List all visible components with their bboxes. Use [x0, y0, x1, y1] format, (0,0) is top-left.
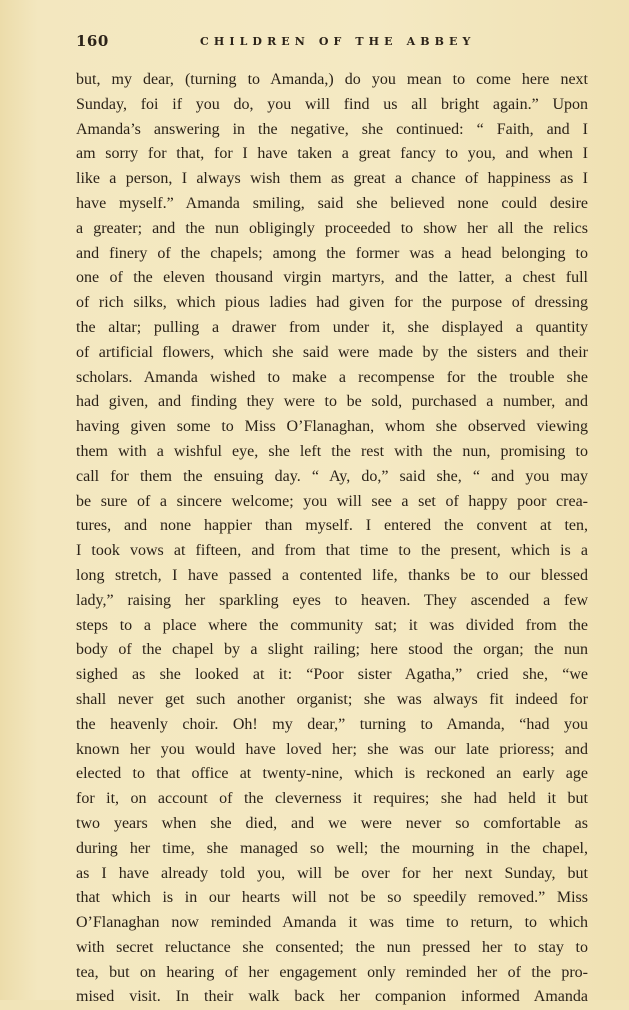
text-line: a greater; and the nun obligingly proceeded to show her all the relics [76, 219, 588, 237]
text-line: call for them the ensuing day. “ Ay, do,” said she, “ and you may [76, 467, 588, 485]
text-line: the altar; pulling a drawer from under it, she displayed a quantity [76, 318, 588, 336]
text-line: had given, and finding they were to be sold, purchased a number, and [76, 393, 588, 411]
text-line: one of the eleven thousand virgin martyrs, and the latter, a chest full [76, 269, 588, 287]
page-number: 160 [76, 32, 109, 50]
text-line: during her time, she managed so well; the mourning in the chapel, [76, 839, 588, 857]
text-line: as I have already told you, will be over for her next Sunday, but [76, 864, 588, 882]
text-line: body of the chapel by a slight railing; here stood the organ; the nun [76, 641, 588, 659]
text-line: but, my dear, (turning to Amanda,) do you mean to come here next [76, 71, 588, 88]
text-line: of artificial flowers, which she said were made by the sisters and their [76, 343, 588, 361]
text-line: shall never get such another organist; she was always fit indeed for [76, 690, 588, 708]
text-line: mised visit. In their walk back her companion informed Amanda [76, 988, 588, 1006]
text-line: am sorry for that, for I have taken a great fancy to you, and when I [76, 145, 588, 163]
text-line: have myself.” Amanda smiling, said she believed none could desire [76, 194, 588, 212]
text-line: scholars. Amanda wished to make a recompense for the trouble she [76, 368, 588, 386]
text-line: the heavenly choir. Oh! my dear,” turning to Amanda, “had you [76, 715, 588, 733]
text-line: with secret reluctance she consented; the nun pressed her to stay to [76, 938, 588, 956]
text-line: elected to that office at twenty-nine, which is reckoned an early age [76, 765, 588, 783]
body-text [76, 68, 588, 1010]
text-line: Amanda’s answering in the negative, she continued: “ Faith, and I [76, 120, 588, 138]
text-line: O’Flanaghan now reminded Amanda it was time to return, to which [76, 914, 588, 932]
text-line: long stretch, I have passed a contented life, thanks be to our blessed [76, 566, 588, 584]
text-line: tea, but on hearing of her engagement only reminded her of the pro- [76, 963, 588, 981]
text-line: having given some to Miss O’Flanaghan, whom she observed viewing [76, 418, 588, 436]
text-line: lady,” raising her sparkling eyes to heaven. They ascended a few [76, 591, 588, 609]
text-line: them with a wishful eye, she left the rest with the nun, promising to [76, 442, 588, 460]
text-line: I took vows at fifteen, and from that time to the present, which is a [76, 542, 588, 560]
running-title: CHILDREN OF THE ABBEY [200, 35, 476, 48]
text-line: for it, on account of the cleverness it requires; she had held it but [76, 790, 588, 808]
page-header [76, 32, 588, 54]
text-line: sighed as she looked at it: “Poor sister Agatha,” cried she, “we [76, 666, 588, 684]
text-line: two years when she died, and we were never so comfortable as [76, 814, 588, 832]
text-line: and finery of the chapels; among the former was a head belonging to [76, 244, 588, 262]
text-line: steps to a place where the community sat; it was divided from the [76, 616, 588, 634]
text-line: Sunday, foi if you do, you will find us all bright again.” Upon [76, 95, 588, 113]
text-line: that which is in our hearts will not be so speedily removed.” Miss [76, 889, 588, 907]
text-line: of rich silks, which pious ladies had given for the purpose of dressing [76, 294, 588, 312]
text-line: tures, and none happier than myself. I entered the convent at ten, [76, 517, 588, 535]
text-line: like a person, I always wish them as great a chance of happiness as I [76, 170, 588, 188]
text-line: known her you would have loved her; she was our late prioress; and [76, 740, 588, 758]
text-line: be sure of a sincere welcome; you will see a set of happy poor crea- [76, 492, 588, 510]
